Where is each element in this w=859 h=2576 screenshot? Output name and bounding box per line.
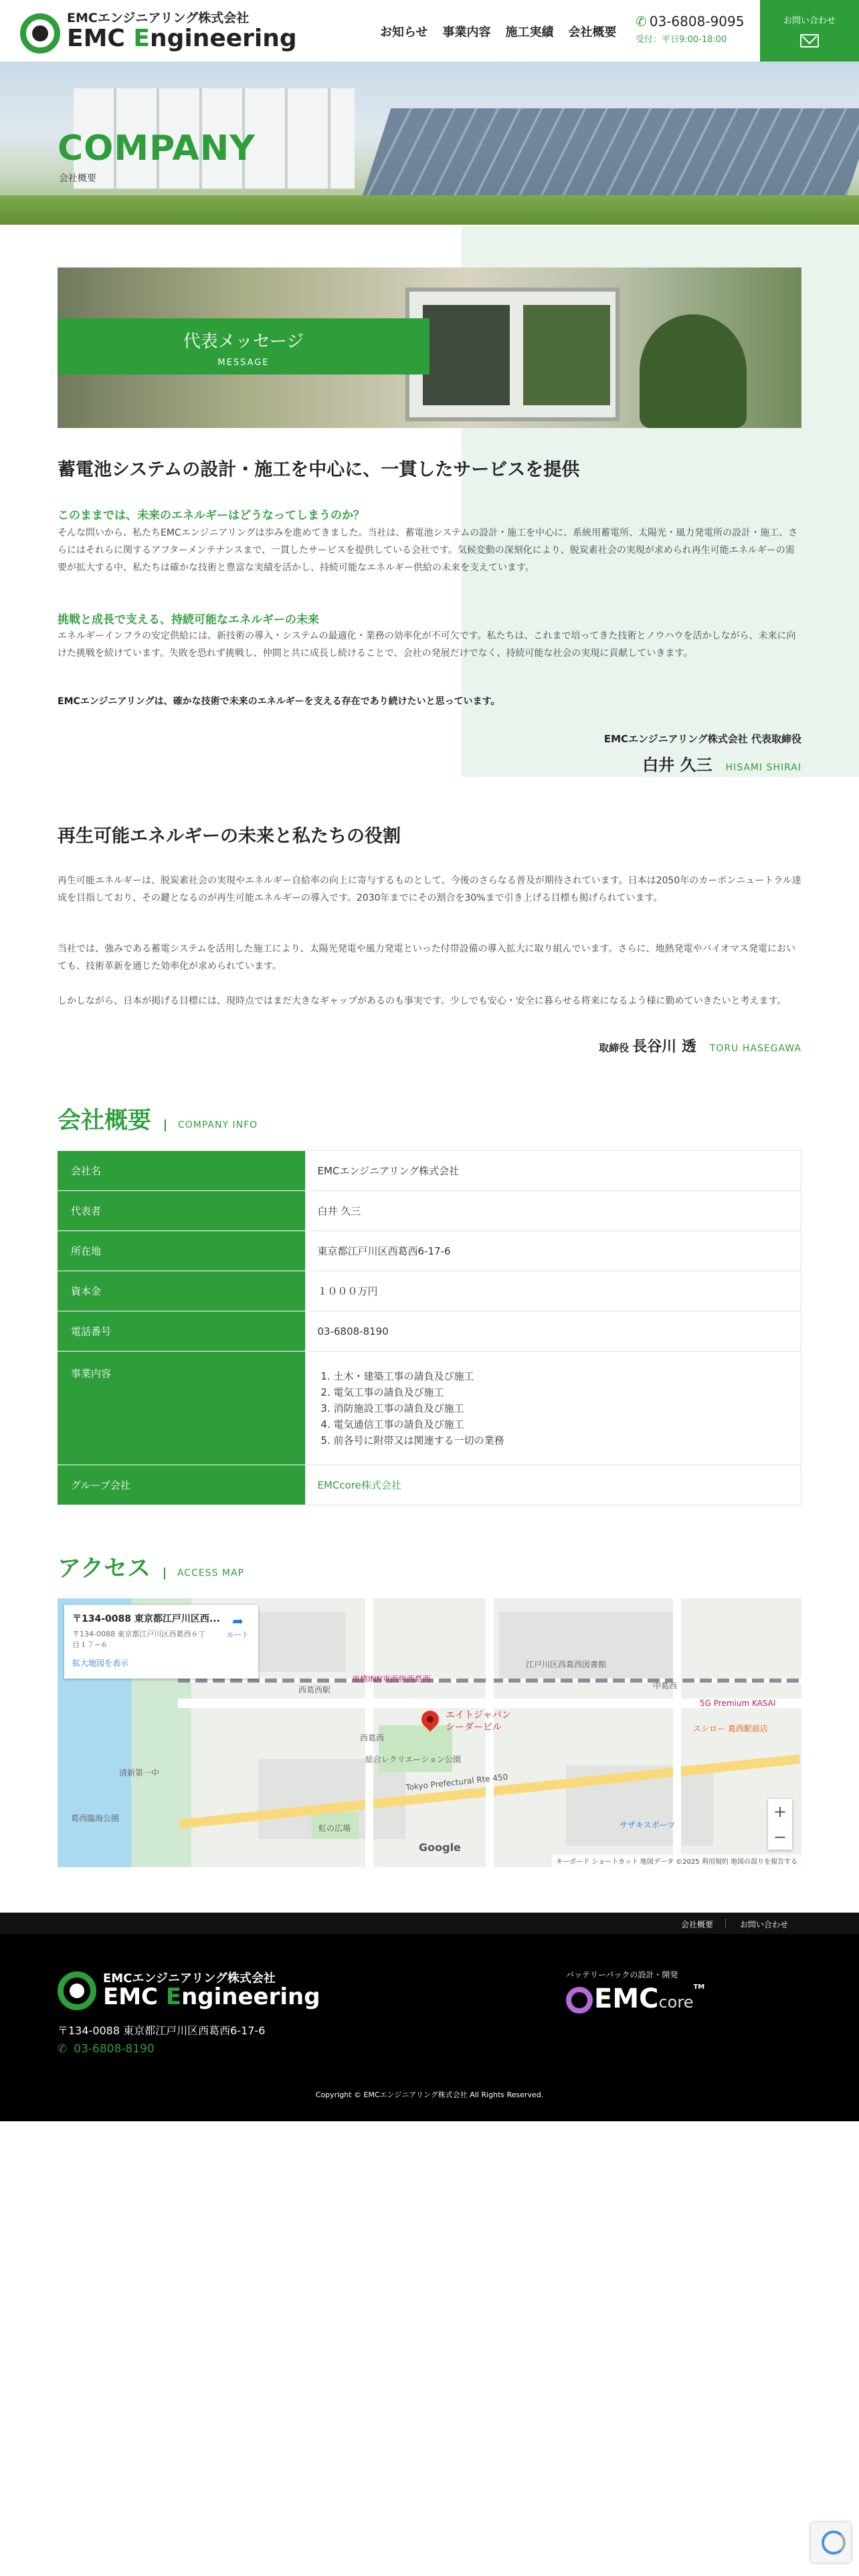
- site-header: [0, 0, 859, 62]
- contact-button-label: お問い合わせ: [783, 16, 836, 26]
- footer-logo-en: EMC Engineering: [103, 1983, 320, 2010]
- renewable-paragraph-3: しかしながら、日本が掲げる目標には、現時点ではまだ大きなギャップがあるのも事実です。少しでも安心・安全に暮らせる将来になるよう様に勤めていきたいと考えます。: [58, 996, 787, 1006]
- row-label: 資本金: [58, 1271, 305, 1311]
- nav-works[interactable]: 施工実績: [505, 25, 554, 39]
- heading-divider: [164, 1568, 165, 1580]
- row-label: 電話番号: [58, 1311, 305, 1352]
- row-label: 会社名: [58, 1151, 305, 1191]
- access-title: アクセス: [58, 1555, 151, 1582]
- table-row-group: [58, 1465, 801, 1505]
- nav-company[interactable]: 会社概要: [568, 25, 617, 39]
- renewable-sign-title: 取締役: [599, 1042, 630, 1054]
- row-label: 事業内容: [58, 1352, 305, 1465]
- map-zoom-controls: [768, 1799, 792, 1850]
- emccore-banner[interactable]: [566, 1969, 767, 2022]
- footer-link-contact[interactable]: お問い合わせ: [740, 1920, 789, 1929]
- table-row: [58, 1151, 801, 1191]
- phone-icon: ✆: [58, 2042, 68, 2056]
- map-label: サザキスポーツ: [619, 1820, 676, 1830]
- google-map[interactable]: [58, 1598, 801, 1867]
- row-label: グループ会社: [58, 1465, 305, 1505]
- message-sign-company: EMCエンジニアリング株式会社 代表取締役: [603, 733, 801, 745]
- contact-button[interactable]: [760, 0, 859, 62]
- row-value: １０００万円: [305, 1271, 801, 1311]
- map-card-address: 〒134-0088 東京都江戸川区西葛西６丁目１７−６: [72, 1630, 206, 1649]
- company-info-title-en: COMPANY INFO: [178, 1119, 258, 1131]
- nav-news[interactable]: お知らせ: [380, 25, 428, 39]
- main-nav: [380, 23, 616, 40]
- copyright: Copyright © EMCエンジニアリング株式会社 All Rights Reserved.: [315, 2090, 544, 2099]
- site-footer: [0, 1934, 859, 2121]
- logo-company-en: EMC Engineering: [67, 25, 297, 52]
- map-label: 東横INN東西線西葛西: [352, 1675, 431, 1684]
- hero-grass: [0, 195, 859, 225]
- footer-link-company[interactable]: 会社概要: [681, 1920, 714, 1929]
- map-label: 西葛西駅: [298, 1685, 331, 1695]
- footer-address: 〒134-0088 東京都江戸川区西葛西6-17-6: [58, 2024, 266, 2037]
- footer-tel: [58, 2042, 155, 2056]
- message-sign: [602, 752, 801, 775]
- footer-logo-jp: EMCエンジニアリング株式会社: [103, 1971, 276, 1985]
- message-sign-name: 白井 久三: [642, 756, 712, 774]
- company-info-title: 会社概要: [58, 1107, 152, 1134]
- list-item: 4. 電気通信工事の請負及び施工: [334, 1416, 789, 1432]
- page-title: COMPANY: [58, 128, 256, 169]
- table-row-business: [58, 1352, 801, 1465]
- map-route-button[interactable]: ➦ ルート: [227, 1613, 249, 1639]
- map-attribution[interactable]: キーボード ショートカット 地図データ ©2025 利用規約 地図の誤りを報告する: [552, 1854, 801, 1867]
- map-label: スシロー 葛西駅前店: [693, 1724, 768, 1733]
- list-item: 3. 消防施設工事の請負及び施工: [334, 1400, 789, 1416]
- table-row: [58, 1191, 801, 1231]
- renewable-paragraph-1: 再生可能エネルギーは、脱炭素社会の実現やエネルギー自給率の向上に寄与するものとして、今後のさらなる普及が期待されています。日本は2050年のカーボンニュートラル達成を目指しており、その鍵となるのが再生可能エネルギーの導入です。2030年までにその割合を30%まで引き上げる目標も掲げられています。: [58, 875, 801, 903]
- google-logo: Google: [419, 1841, 461, 1854]
- row-value: 03-6808-8190: [305, 1311, 801, 1352]
- eco-house-image: [405, 288, 619, 421]
- table-row: [58, 1231, 801, 1271]
- map-label: Tokyo Prefectural Rte 450: [405, 1772, 508, 1792]
- map-enlarge-link[interactable]: 拡大地図を表示: [72, 1658, 129, 1668]
- message-question-1: このままでは、未来のエネルギーはどうなってしまうのか？: [58, 509, 365, 522]
- logo-mark: [20, 13, 60, 53]
- map-label: 葛西臨海公園: [71, 1814, 120, 1823]
- footer-logo[interactable]: [58, 1969, 320, 2013]
- map-label: 虹の広場: [318, 1824, 351, 1833]
- hero-solar-panels: [359, 108, 859, 209]
- access-title-en: ACCESS MAP: [177, 1568, 245, 1579]
- emccore-logo-mark: [566, 1987, 593, 2014]
- table-row: [58, 1271, 801, 1311]
- heading-divider: [165, 1119, 166, 1132]
- message-paragraph-2: エネルギーインフラの安定供給には、新技術の導入・システムの最適化・業務の効率化が不可欠です。私たちは、これまで培ってきた技術とノウハウを活かしながら、未来に向けた挑戦を続けています。失敗を恐れず挑戦し、仲間と共に成長し続けることで、会社の発展だけでなく、持続可能な社会の実現に貢献していきます。: [58, 631, 796, 659]
- map-label: 西葛西: [360, 1733, 385, 1743]
- row-value: 白井 久三: [305, 1191, 801, 1231]
- map-label: 中葛西: [653, 1681, 678, 1691]
- logo-company-jp: EMCエンジニアリング株式会社: [67, 11, 250, 25]
- map-label: 江戸川区西葛西図書館: [526, 1660, 607, 1669]
- header-hours: 受付：平日9:00-18:00: [636, 35, 727, 45]
- map-park: [379, 1725, 452, 1772]
- message-label-en: MESSAGE: [217, 358, 270, 368]
- hero-banner: [0, 62, 859, 225]
- row-value: 東京都江戸川区西葛西6-17-6: [305, 1231, 801, 1271]
- map-label: 清新第一中: [119, 1768, 160, 1778]
- header-tel-number[interactable]: 03-6808-9095: [649, 13, 745, 29]
- map-pin-label: エイトジャパン シーダービル: [446, 1710, 511, 1733]
- footer-tel-number[interactable]: 03-6808-8190: [74, 2042, 155, 2056]
- row-label: 代表者: [58, 1191, 305, 1231]
- message-paragraph-3: EMCエンジニアリングは、確かな技術で未来のエネルギーを支える存在であり続けたいと思っています。: [58, 696, 500, 707]
- nav-business[interactable]: 事業内容: [442, 25, 491, 39]
- renewable-title: 再生可能エネルギーの未来と私たちの役割: [58, 826, 401, 847]
- renewable-sign: [535, 1035, 801, 1056]
- renewable-sign-name: 長谷川 透: [632, 1039, 696, 1055]
- map-label: 総合レクリエーション公園: [365, 1755, 462, 1764]
- tree-image: [640, 314, 747, 428]
- list-item: 1. 土木・建築工事の請負及び施工: [334, 1368, 789, 1384]
- message-lead: 蓄電池システムの設計・施工を中心に、一貫したサービスを提供: [58, 459, 580, 480]
- site-logo[interactable]: [20, 8, 297, 53]
- map-place-card: [64, 1605, 258, 1679]
- list-item: 2. 電気工事の請負及び施工: [334, 1384, 789, 1400]
- table-row: [58, 1311, 801, 1352]
- business-list: [318, 1368, 789, 1448]
- zoom-in-button[interactable]: +: [773, 1802, 787, 1821]
- footer-links-bar: [0, 1913, 859, 1934]
- map-label: 5G Premium KASAI: [700, 1699, 776, 1708]
- header-tel: [636, 13, 743, 45]
- message-label: [58, 318, 430, 374]
- zoom-out-button[interactable]: −: [773, 1828, 787, 1846]
- page-subtitle: 会社概要: [59, 173, 96, 184]
- renewable-paragraph-2: 当社では、強みである蓄電システムを活用した施工により、太陽光発電や風力発電といった付帯設備の導入拡大に取り組んでいます。さらに、地熱発電やバイオマス発電においても、技術革新を通じた効率化が求められています。: [58, 944, 796, 972]
- group-company-link[interactable]: EMCcore株式会社: [305, 1465, 801, 1505]
- renewable-sign-roman: TORU HASEGAWA: [709, 1043, 801, 1054]
- footer-link-divider: [725, 1919, 726, 1928]
- message-label-jp: 代表メッセージ: [183, 332, 304, 352]
- directions-icon: ➦: [232, 1613, 244, 1629]
- company-info-table: [58, 1150, 801, 1505]
- message-paragraph-1: そんな問いから、私たちEMCエンジニアリングは歩みを進めてきました。当社は、蓄電池システムの設計・施工を中心に、系統用蓄電所、太陽光・風力発電所の設計・施工、さらにはそれらに関するアフターメンテナンスまで、一貫したサービスを提供している会社です。気候変動の深刻化により、脱炭素社会の実現が求められ再生可能エネルギーの需要が拡大する中、私たちは確かな技術と豊富な実績を活かし、持続可能なエネルギー供給の未来を支えています。: [58, 528, 798, 573]
- recaptcha-badge[interactable]: [811, 2523, 851, 2563]
- list-item: 5. 前各号に附帯又は関連する一切の業務: [334, 1432, 789, 1448]
- map-card-title: 〒134-0088 東京都江戸川区西...: [72, 1614, 220, 1624]
- footer-logo-mark: [58, 1971, 96, 2010]
- access-heading: [58, 1550, 244, 1584]
- emccore-logo: EMCcore™: [566, 1983, 704, 2014]
- phone-icon: ✆: [636, 13, 647, 29]
- mail-icon: [800, 34, 819, 47]
- row-label: 所在地: [58, 1231, 305, 1271]
- row-value: [305, 1352, 801, 1465]
- row-value: EMCエンジニアリング株式会社: [305, 1151, 801, 1191]
- message-sign-roman: HISAMI SHIRAI: [725, 762, 801, 773]
- emccore-tagline: バッテリーパックの設計・開発: [566, 1970, 678, 1979]
- message-question-2: 挑戦と成長で支える、持続可能なエネルギーの未来: [58, 613, 319, 627]
- company-info-heading: [58, 1102, 258, 1136]
